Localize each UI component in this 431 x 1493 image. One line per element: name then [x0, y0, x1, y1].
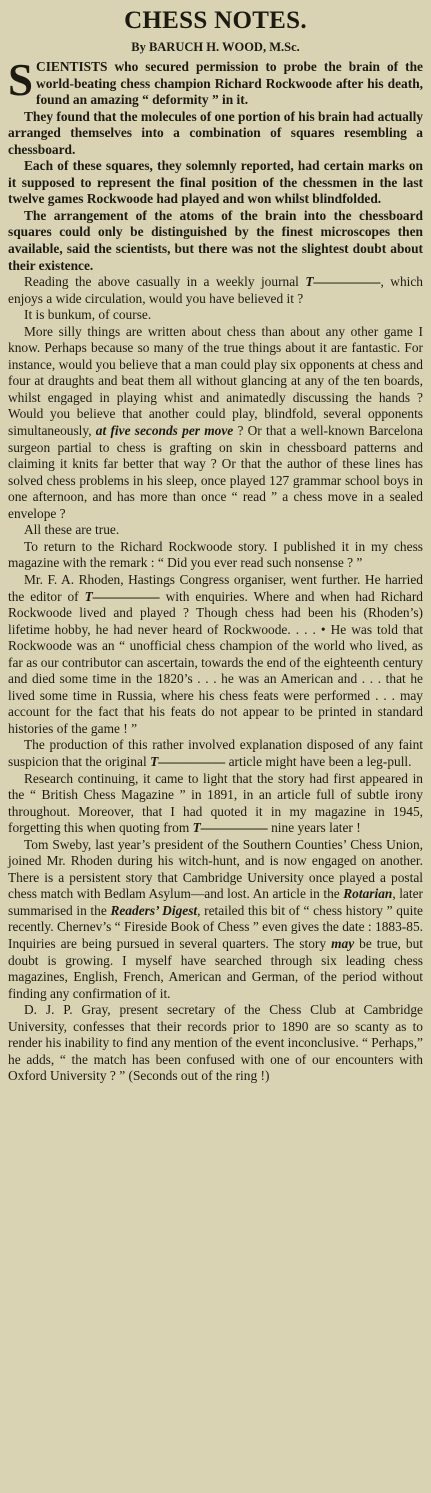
article-paragraph [8, 55, 423, 109]
text-run: ? Or that a well-known Barcelona surgeon partial to chess is grafting on skin in chessboard patterns and claiming it knits far better that way ? Or that the author of these lines has solved chess problems in his sleep, once played 127 grammar school boys in one afternoon, and has more than once “ read ” a chess move in a sealed envelope ? [8, 423, 423, 521]
drop-cap: S [8, 55, 34, 105]
text-run: article might have been a leg-pull. [225, 753, 412, 769]
text-run: , which enjoys a wide circulation, would you have believed it ? [8, 274, 423, 306]
text-run: , retailed this bit of “ chess history ” quite recently. Chernev’s “ Fireside Book of Chess ” even gives the date : 1883-85. Inquiries are being pursued in several quarters. The story [8, 902, 424, 951]
article-body [8, 55, 424, 1085]
text-run: nine years later ! [267, 820, 361, 836]
page-title: CHESS NOTES. [124, 7, 307, 34]
text-run: Tom Sweby, last year’s president of the Southern Counties’ Chess Union, joined Mr. Rhoden during his witch-hunt, and is now engaged on another. There is a persistent story that Cambridge University once played a postal chess match with Bedlam Asylum—and lost. An article in the [8, 836, 423, 902]
text-run: To return to the Richard Rockwoode story. I published it in my chess magazine with the remark : “ Did you ever read such nonsense ? ” [8, 538, 423, 571]
text-run: All these are true. [24, 522, 120, 538]
italic-text: Readers’ Digest [110, 902, 198, 918]
article-paragraph [8, 522, 423, 539]
article-paragraph [8, 158, 423, 208]
text-run: It is bunkum, of course. [24, 307, 152, 323]
article-paragraph [8, 837, 423, 1002]
text-run: Reading the above casually in a weekly journal [24, 274, 306, 290]
byline: By BARUCH H. WOOD, M.Sc. [131, 40, 300, 54]
article-paragraph [8, 109, 423, 159]
article-paragraph [8, 307, 423, 324]
text-run: They found that the molecules of one portion of his brain had actually arranged themselves into a combination of squares resembling a chessboard. [8, 108, 423, 157]
text-run: The production of this rather involved explanation disposed of any faint suspicion that the original [8, 737, 423, 769]
italic-text: at five seconds per move [95, 423, 234, 439]
text-run: Research continuing, it came to light that the story had first appeared in the “ British Chess Magazine ” in 1891, in an article full of subtle irony throughout. Moreover, that I had quoted it in my magazine in 1945, forgetting this when quoting from [8, 770, 423, 836]
article-paragraph [8, 539, 423, 572]
text-run: The arrangement of the atoms of the brain into the chessboard squares could only be distinguished by the finest microscopes then available, said the scientists, but there was not the slightest doubt about their existence. [8, 207, 423, 273]
text-run: More silly things are written about chess than about any other game I know. Perhaps because so many of the true things about it are fantastic. For instance, would you believe that a man could play six opponents at chess and four at draughts and beat them all without glancing at any of the ten boards, whilst engaged in playing whist and animatedly discussing the hands ? Would you believe that another could play, blindfold, several opponents simultaneously, [8, 323, 423, 439]
article-paragraph [8, 208, 423, 274]
article-paragraph [8, 274, 423, 307]
article-paragraph [8, 324, 423, 523]
text-run: , later summarised in the [8, 886, 423, 918]
italic-text: T————— [305, 274, 381, 290]
article-paragraph [8, 771, 423, 837]
text-run: D. J. P. Gray, present secretary of the Chess Club at Cambridge University, confesses that their records prior to 1890 are so scanty as to render his inability to find any mention of the event inconclusive. “ Perhaps,” he adds, “ the match has been confused with one of our encounters with Oxford University ? ” (Seconds out of the ring !) [8, 1002, 423, 1084]
text-run: with enquiries. Where and when had Richard Rockwoode lived and played ? Though chess had been his (Rhoden’s) lifetime hobby, he had never heard of Rockwoode. . . . • He was told that Rockwoode was an “ unofficial chess champion of the world who lived, as far as our contributor can ascertain, towards the end of the eighteenth century and died some time in the 1820’s . . . he was an American and . . . that he lived some time in Russia, where his chess feats were performed . . . may account for the fact that his feats do not appear to be printed in standard histories of the game ! ” [8, 588, 423, 736]
text-run: be true, but doubt is growing. I myself have searched through six leading chess magazines, English, French, American and German, of the period without finding any confirmation of it. [8, 935, 423, 1001]
article-paragraph [8, 1002, 423, 1085]
text-run: Each of these squares, they solemnly reported, had certain marks on it supposed to represent the final position of the chessmen in the last twelve games Rockwoode had played and won whilst blindfolded. [8, 158, 423, 207]
text-run: Mr. F. A. Rhoden, Hastings Congress organiser, went further. He harried the editor of [8, 571, 423, 604]
italic-text: T————— [192, 820, 268, 836]
article-paragraph [8, 572, 423, 737]
italic-text: may [331, 935, 355, 951]
italic-text: T————— [150, 753, 226, 769]
article-paragraph [8, 737, 423, 770]
italic-text: Rotarian [343, 886, 393, 902]
italic-text: T————— [84, 588, 160, 604]
text-run: CIENTISTS who secured permission to probe the brain of the world-beating chess champion Richard Rockwoode after his death, found an amazing “ deformity ” in it. [36, 59, 423, 108]
